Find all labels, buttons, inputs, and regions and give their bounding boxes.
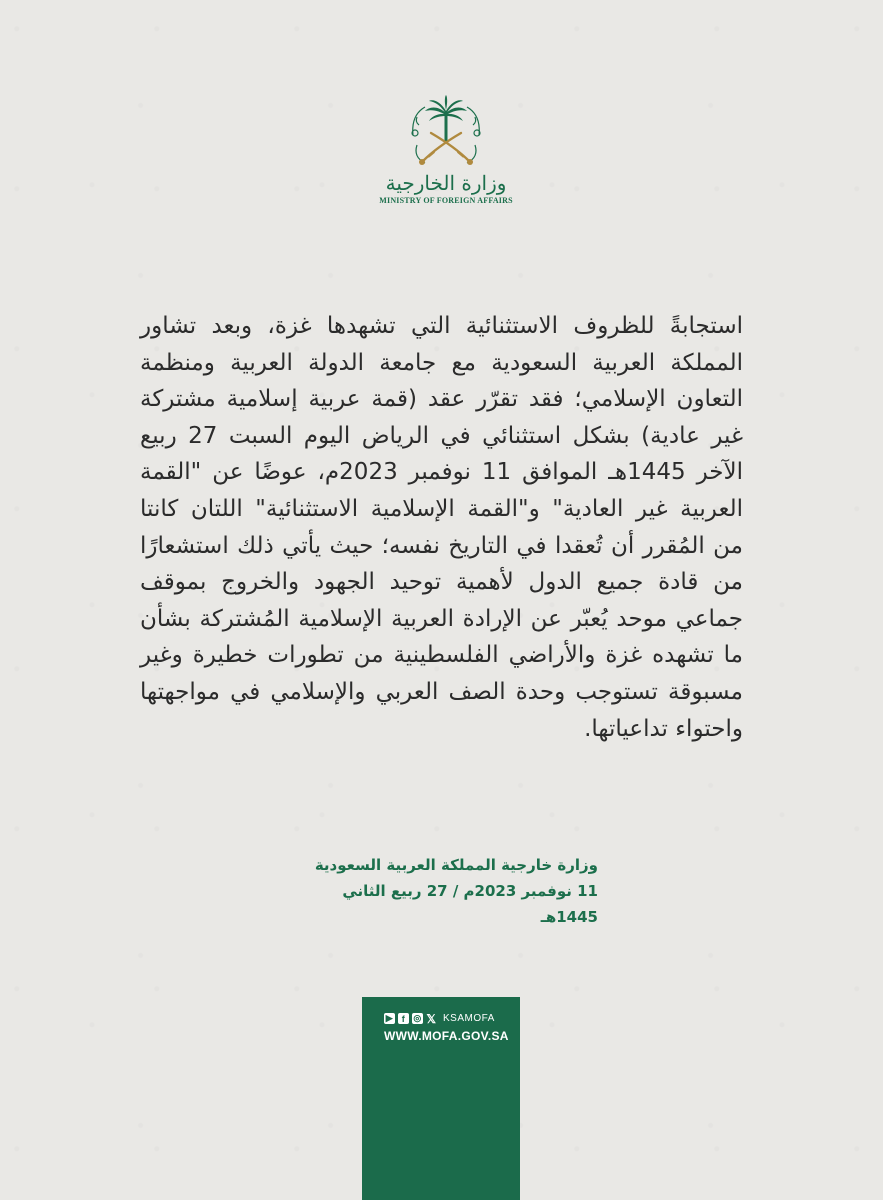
saudi-emblem-icon (407, 95, 485, 169)
facebook-icon[interactable]: f (398, 1013, 409, 1024)
instagram-icon[interactable]: ◎ (413, 1013, 422, 1023)
youtube-icon[interactable]: ▶ (385, 1013, 394, 1023)
signature-block (300, 852, 598, 930)
social-handle[interactable]: KSAMOFA (443, 1013, 495, 1024)
ministry-logo (376, 95, 516, 220)
ministry-name-english: MINISTRY OF FOREIGN AFFAIRS (379, 196, 513, 205)
statement-body: استجابةً للظروف الاستثنائية التي تشهدها غزة، وبعد تشاور المملكة العربية السعودية مع جامعة الدولة العربية ومنظمة التعاون الإسلامي؛ فقد تقرّر عقد (قمة عربية إسلامية مشتركة غير عادية) بشكل استثنائي في الرياض اليوم السبت 27 ربيع الآخر 1445هـ الموافق 11 نوفمبر 2023م، عوضًا عن "القمة العربية غير العادية" و"القمة الإسلامية الاستثنائية" اللتان كانتا من المُقرر أن تُعقدا في التاريخ نفسه؛ حيث يأتي ذلك استشعارًا من قادة جميع الدول لأهمية توحيد الجهود والخروج بموقف جماعي موحد يُعبّر عن الإرادة العربية الإسلامية المُشتركة بشأن ما تشهده غزة والأراضي الفلسطينية من تطورات خطيرة وغير مسبوقة تستوجب وحدة الصف العربي والإسلامي في مواجهتها واحتواء تداعياتها. (140, 313, 744, 742)
signature-issuer: وزارة خارجية المملكة العربية السعودية (314, 856, 598, 874)
signature-date: 11 نوفمبر 2023م / 27 ربيع الثاني 1445هـ (342, 882, 598, 926)
footer-contact-box (362, 997, 520, 1200)
website-link[interactable]: WWW.MOFA.GOV.SA (384, 1029, 509, 1043)
ministry-name-arabic: وزارة الخارجية (385, 171, 507, 195)
x-icon[interactable]: 𝕏 (426, 1011, 437, 1026)
social-links (384, 1013, 495, 1024)
